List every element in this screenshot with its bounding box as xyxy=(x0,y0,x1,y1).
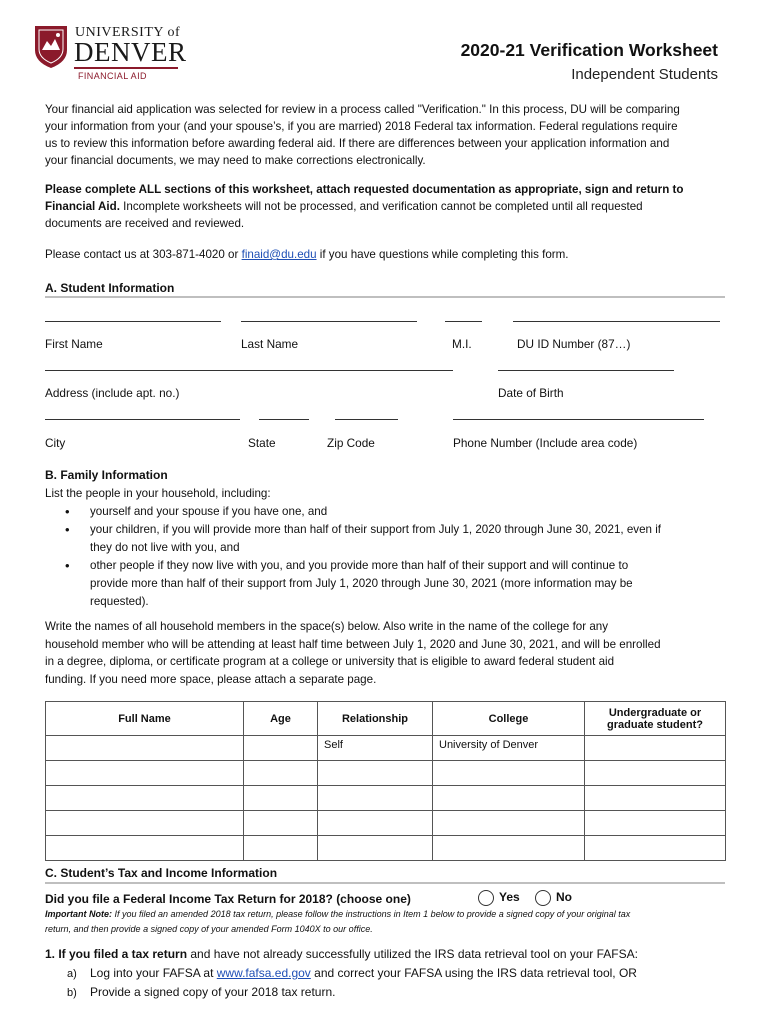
address-label: Address (include apt. no.) xyxy=(45,386,180,400)
cell-age[interactable] xyxy=(244,811,318,836)
list-intro: List the people in your household, including: xyxy=(45,487,271,500)
item-1a-text: Log into your FAFSA at xyxy=(90,966,217,980)
shield-icon xyxy=(33,24,69,70)
mi-field[interactable] xyxy=(445,321,482,322)
logo-financial-aid-text: FINANCIAL AID xyxy=(78,71,147,81)
list-item-text: • your children, if you will provide more than half of their support from July 1, 2020 through June 30, 2021, even if xyxy=(90,523,661,536)
section-a-title: A. Student Information xyxy=(45,281,175,295)
household-table xyxy=(45,701,726,861)
intro-line: us to review this information before awarding federal aid. If there are differences between your application information and xyxy=(45,137,670,150)
note-line xyxy=(45,907,735,922)
last-name-label: Last Name xyxy=(241,337,299,351)
cell-relationship[interactable] xyxy=(318,786,433,811)
instructions-line: documents are received and reviewed. xyxy=(45,217,245,230)
cell-college[interactable] xyxy=(433,811,585,836)
household-list xyxy=(45,485,725,611)
item-1a xyxy=(67,966,637,980)
contact-text: if you have questions while completing this form. xyxy=(316,248,569,261)
cell-relationship[interactable] xyxy=(318,811,433,836)
instructions-line xyxy=(45,198,725,215)
last-name-field[interactable] xyxy=(241,321,417,322)
cell-student-level[interactable] xyxy=(585,811,726,836)
intro-paragraph xyxy=(45,101,725,169)
list-item-text: yourself and your spouse if you have one, and xyxy=(90,505,328,518)
dob-label: Date of Birth xyxy=(498,386,564,400)
cell-full-name[interactable] xyxy=(46,836,244,861)
no-option[interactable] xyxy=(535,890,572,906)
table-row xyxy=(46,811,726,836)
cell-student-level[interactable] xyxy=(585,761,726,786)
contact-text: Please contact us at 303-871-4020 or xyxy=(45,248,242,261)
list-item xyxy=(45,557,725,611)
cell-full-name[interactable] xyxy=(46,786,244,811)
item-1-bold: 1. If you filed a tax return xyxy=(45,947,188,961)
page-subtitle: Independent Students xyxy=(571,66,718,83)
table-row xyxy=(46,836,726,861)
item-1b xyxy=(67,985,335,999)
yes-label: Yes xyxy=(499,890,520,905)
zip-label: Zip Code xyxy=(327,436,375,450)
list-item-text: provide more than half of their support from July 1, 2020 through June 30, 2021 (more information may be xyxy=(90,577,633,590)
logo-denver-text: DENVER xyxy=(74,37,187,67)
section-c-rule xyxy=(45,882,725,884)
item-1a-text: and correct your FAFSA using the IRS data retrieval tool, OR xyxy=(310,966,637,980)
cell-student-level[interactable] xyxy=(585,736,726,761)
item-marker: b) xyxy=(67,987,77,999)
header-age: Age xyxy=(244,702,318,736)
cell-full-name[interactable] xyxy=(46,761,244,786)
cell-relationship: Self xyxy=(318,736,433,761)
fafsa-link[interactable]: www.fafsa.ed.gov xyxy=(216,966,311,980)
instructions-rest: Incomplete worksheets will not be processed, and verification cannot be completed until all requested xyxy=(119,200,643,213)
phone-field[interactable] xyxy=(453,419,704,420)
table-header-row xyxy=(46,702,726,736)
cell-college: University of Denver xyxy=(433,736,585,761)
note-text: If you filed an amended 2018 tax return, please follow the instructions in Item 1 below to provide a signed copy of your original tax xyxy=(112,909,631,919)
email-link[interactable]: finaid@du.edu xyxy=(241,248,317,261)
important-note xyxy=(45,907,735,937)
address-field[interactable] xyxy=(45,370,453,371)
cell-relationship[interactable] xyxy=(318,761,433,786)
cell-age[interactable] xyxy=(244,736,318,761)
item-1 xyxy=(45,947,638,961)
list-item xyxy=(45,503,725,521)
list-item-text: requested). xyxy=(90,595,149,608)
header-college: College xyxy=(433,702,585,736)
du-id-label: DU ID Number (87…) xyxy=(517,337,631,351)
cell-relationship[interactable] xyxy=(318,836,433,861)
list-item-text: • other people if they now live with you, and you provide more than half of their support and will continue to xyxy=(90,559,629,572)
write-line: Write the names of all household members in the space(s) below. Also write in the name of the college for any xyxy=(45,620,609,633)
page-title: 2020-21 Verification Worksheet xyxy=(460,40,718,60)
zip-field[interactable] xyxy=(335,419,398,420)
intro-line: your financial documents, we may need to make corrections electronically. xyxy=(45,154,426,167)
instructions-bold: Financial Aid. xyxy=(45,200,120,213)
section-b-title: B. Family Information xyxy=(45,468,168,482)
write-line: household member who will be attending at least half time between July 1, 2020 and June 30, 2021, and will be enrolled xyxy=(45,637,661,651)
cell-college[interactable] xyxy=(433,761,585,786)
item-marker: a) xyxy=(67,968,77,980)
write-names-paragraph xyxy=(45,618,725,688)
header-relationship: Relationship xyxy=(318,702,433,736)
intro-line: your information from your (and your spouse’s, if you are married) 2018 Federal tax information. Federal regulations require xyxy=(45,120,678,133)
table-row xyxy=(46,786,726,811)
cell-college[interactable] xyxy=(433,786,585,811)
no-label: No xyxy=(556,890,572,905)
section-c-title: C. Student’s Tax and Income Information xyxy=(45,866,278,880)
state-field[interactable] xyxy=(259,419,309,420)
mi-label: M.I. xyxy=(452,337,472,351)
cell-student-level[interactable] xyxy=(585,836,726,861)
item-1-text: and have not already successfully utilized the IRS data retrieval tool on your FAFSA: xyxy=(187,947,638,961)
no-radio[interactable] xyxy=(535,890,551,906)
instructions-paragraph xyxy=(45,181,725,232)
dob-field[interactable] xyxy=(498,370,674,371)
write-line: funding. If you need more space, please attach a separate page. xyxy=(45,672,377,686)
cell-age[interactable] xyxy=(244,761,318,786)
table-row xyxy=(46,761,726,786)
logo-university-text: UNIVERSITY of xyxy=(75,25,181,40)
contact-paragraph xyxy=(45,246,725,263)
logo-divider xyxy=(74,67,178,69)
header-full-name: Full Name xyxy=(46,702,244,736)
first-name-label: First Name xyxy=(45,337,103,351)
intro-line: Your financial aid application was selected for review in a process called "Verification." In this process, DU will be comparing xyxy=(45,103,680,116)
state-label: State xyxy=(248,436,276,450)
city-label: City xyxy=(45,436,66,450)
list-item-text: they do not live with you, and xyxy=(90,541,240,554)
list-item xyxy=(45,521,725,557)
table-row xyxy=(46,736,726,761)
header-student-level: Undergraduate or graduate student? xyxy=(585,702,726,736)
write-line: in a degree, diploma, or certificate program at a college or university that is eligible to award federal student aid xyxy=(45,655,615,668)
tax-return-question: Did you file a Federal Income Tax Return for 2018? (choose one) xyxy=(45,892,411,906)
city-field[interactable] xyxy=(45,419,240,420)
cell-full-name[interactable] xyxy=(46,811,244,836)
cell-college[interactable] xyxy=(433,836,585,861)
cell-age[interactable] xyxy=(244,836,318,861)
yes-radio[interactable] xyxy=(478,890,494,906)
item-1b-text: Provide a signed copy of your 2018 tax return. xyxy=(90,985,336,999)
phone-label: Phone Number (Include area code) xyxy=(453,436,638,450)
note-line: return, and then provide a signed copy of your amended Form 1040X to our office. xyxy=(45,924,373,934)
du-id-field[interactable] xyxy=(513,321,720,322)
instructions-line: Please complete ALL sections of this worksheet, attach requested documentation as appropriate, sign and return to xyxy=(45,183,684,196)
note-label: Important Note: xyxy=(45,909,112,919)
section-a-rule xyxy=(45,296,725,298)
first-name-field[interactable] xyxy=(45,321,221,322)
cell-age[interactable] xyxy=(244,786,318,811)
yes-option[interactable] xyxy=(478,890,520,906)
cell-full-name[interactable] xyxy=(46,736,244,761)
cell-student-level[interactable] xyxy=(585,786,726,811)
